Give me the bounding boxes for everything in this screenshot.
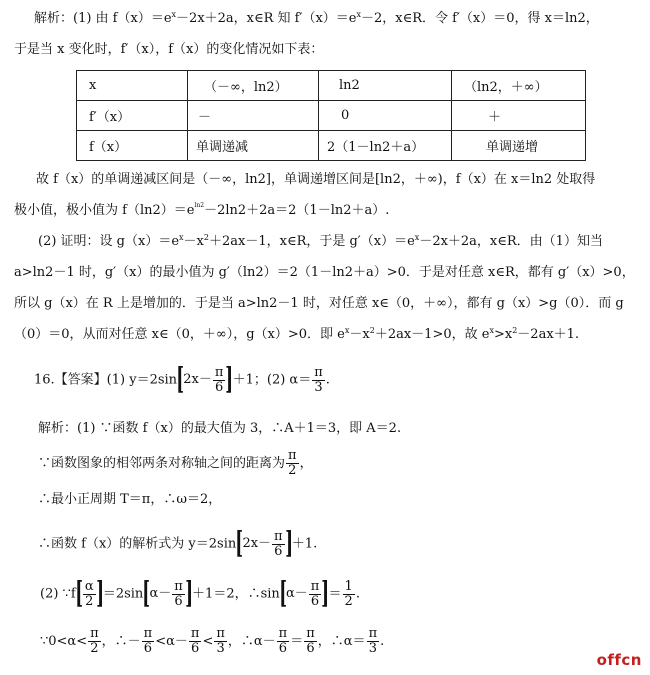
table-row [77, 101, 586, 131]
right-bracket: ] [185, 576, 193, 611]
text: . [380, 634, 385, 649]
numerator: π [174, 578, 183, 594]
text: ＝ [328, 586, 342, 602]
fraction [309, 580, 322, 609]
text: －x [349, 327, 370, 342]
solution16-line-3: ∴最小正周期 T＝π，∴ω＝2， [38, 492, 222, 507]
variation-table [76, 70, 586, 161]
superscript: x [344, 326, 350, 335]
table-cell: f′（x） [77, 101, 188, 131]
text: －x [183, 234, 204, 249]
text: ∵函数图象的相邻两条对称轴之间的距离为 [38, 456, 286, 471]
denominator: 2 [344, 593, 353, 609]
fraction [367, 627, 380, 656]
text: ＋2ax－1>0，故 e [374, 327, 490, 342]
table-cell: （ln2，＋∞） [452, 71, 586, 101]
text: （0）＝0，从而对任意 x∈（0，＋∞），g（x）>0．即 e [14, 327, 345, 342]
text: 2x－ [242, 536, 272, 551]
table-cell: 单调递减 [188, 131, 319, 161]
text: ，∴－ [101, 634, 141, 649]
numerator: π [143, 626, 153, 641]
offcn-watermark-logo: offcn [596, 651, 642, 669]
superscript: x [414, 233, 420, 242]
superscript: 2 [369, 326, 375, 335]
solution16-line-4 [38, 526, 317, 563]
solution16-line-2 [38, 448, 313, 480]
numerator: π [310, 578, 320, 594]
superscript: 2 [203, 233, 209, 242]
denominator: 3 [368, 641, 377, 656]
table-row [77, 71, 586, 101]
text: 极小值，极小值为 f（ln2）＝e [14, 203, 195, 218]
numerator: π [306, 626, 315, 641]
text: 2x－ [183, 372, 212, 387]
conclusion-line-1: 故 f（x）的单调递减区间是（－∞，ln2]，单调递增区间是[ln2，＋∞)，f（x）在 x＝ln2 处取得 [36, 172, 596, 187]
numerator: π [90, 626, 99, 641]
numerator: π [274, 528, 283, 544]
answer-head: 16.【答案】(1) y＝2sin [34, 372, 178, 388]
solution-line-2: 于是当 x 变化时，f′（x），f（x）的变化情况如下表： [14, 42, 324, 57]
text: (2) ∵f [40, 586, 76, 602]
text: ∵0<α< [40, 634, 88, 649]
denominator: 6 [174, 593, 183, 609]
proof-line-2: a>ln2－1 时，g′（x）的最小值为 g′（ln2）＝2（1－ln2＋a）>0．于是对任意 x∈R，都有 g′（x）>0， [14, 265, 635, 280]
fraction [304, 627, 317, 656]
superscript: 2 [512, 326, 518, 335]
superscript: x [356, 10, 361, 19]
right-bracket: ] [284, 526, 293, 561]
text: . [325, 372, 330, 388]
left-bracket: [ [74, 576, 83, 611]
right-bracket: ] [95, 576, 104, 611]
left-bracket: [ [176, 362, 185, 397]
numerator: 1 [344, 578, 353, 594]
fraction [142, 627, 155, 656]
text: －2ln2＋2a＝2（1－ln2＋a）. [204, 203, 390, 218]
text: ∴函数 f（x）的解析式为 y＝2sin [38, 536, 237, 552]
solution16-line-1: 解析：(1) ∵函数 f（x）的最大值为 3，∴A＋1＝3，即 A＝2. [38, 421, 402, 436]
fraction [213, 366, 226, 395]
text: >x [493, 327, 513, 342]
fraction [277, 627, 290, 656]
numerator: π [190, 626, 200, 641]
table-cell: （－∞，ln2） [188, 71, 319, 101]
superscript: x [171, 10, 177, 19]
superscript: ln2 [194, 202, 205, 209]
conclusion-line-2 [14, 202, 389, 222]
numerator: π [368, 626, 378, 641]
text: α－ [286, 586, 308, 601]
text: 解析：(1) 由 f（x）＝e [34, 11, 172, 26]
numerator: π [288, 448, 297, 463]
denominator: 2 [90, 641, 99, 656]
superscript: x [489, 326, 494, 335]
solution16-line-6 [40, 624, 384, 660]
numerator: π [214, 364, 224, 380]
proof-line-4 [14, 326, 579, 345]
table-cell: 单调递增 [452, 131, 586, 161]
denominator: 2 [288, 463, 297, 478]
text: ，∴α＝ [317, 634, 366, 649]
text: －2x＋2a，x∈R．由（1）知当 [419, 234, 603, 249]
numerator: π [314, 364, 323, 380]
fraction [286, 449, 299, 478]
left-bracket: [ [278, 576, 287, 611]
text: ＋1；(2) α＝ [232, 372, 312, 388]
answer-16 [34, 362, 330, 399]
numerator: α [84, 578, 94, 594]
fraction [312, 366, 325, 395]
text: < [202, 634, 214, 649]
fraction [83, 580, 96, 609]
text: ＝ [290, 634, 304, 649]
denominator: 6 [306, 641, 315, 656]
denominator: 6 [310, 593, 320, 609]
solution-line-1 [34, 10, 599, 29]
text: －2，x∈R．令 f′（x）＝0，得 x＝ln2， [360, 11, 599, 26]
text: －2ax＋1. [517, 327, 580, 342]
text: (2) 证明：设 g（x）＝e [38, 234, 180, 249]
fraction [189, 627, 202, 656]
left-bracket: [ [142, 576, 151, 611]
text: α－ [149, 586, 172, 601]
text: . [355, 586, 360, 602]
fraction [214, 627, 227, 656]
text: ＋2ax－1，x∈R，于是 g′（x）＝e [208, 234, 415, 249]
denominator: 3 [216, 641, 225, 656]
text: ， [299, 456, 313, 471]
denominator: 6 [278, 641, 288, 656]
fraction [343, 580, 355, 609]
superscript: x [179, 233, 184, 242]
text: ＝2sin [102, 586, 144, 602]
solution16-line-5 [40, 576, 360, 613]
right-bracket: ] [321, 576, 330, 611]
numerator: π [216, 626, 225, 641]
left-bracket: [ [235, 526, 244, 561]
fraction [172, 580, 185, 609]
denominator: 6 [214, 379, 224, 395]
table-row [77, 131, 586, 161]
fraction [272, 530, 285, 559]
table-cell: ln2 [319, 71, 452, 101]
text: <α－ [155, 634, 188, 649]
table-cell: x [77, 71, 188, 101]
fraction [88, 627, 101, 656]
denominator: 6 [191, 641, 200, 656]
table-cell: ＋ [452, 101, 586, 131]
denominator: 2 [85, 593, 94, 609]
table-cell: 0 [319, 101, 452, 131]
text: ，∴α－ [227, 634, 276, 649]
right-bracket: ] [225, 362, 234, 397]
table-cell: 2（1－ln2＋a） [319, 131, 452, 161]
text: ＋1＝2，∴sin [192, 586, 280, 602]
denominator: 6 [143, 641, 153, 656]
text: －2x＋2a，x∈R 知 f′（x）＝e [176, 11, 357, 26]
table-cell: f（x） [77, 131, 188, 161]
text: ＋1. [291, 536, 318, 552]
proof-line-1 [38, 233, 603, 252]
numerator: π [278, 626, 288, 641]
table-cell: － [188, 101, 319, 131]
denominator: 3 [314, 379, 323, 395]
denominator: 6 [274, 543, 283, 559]
proof-line-3: 所以 g（x）在 R 上是增加的．于是当 a>ln2－1 时，对任意 x∈（0，＋∞），都有 g（x）>g（0）．而 g [14, 296, 624, 311]
